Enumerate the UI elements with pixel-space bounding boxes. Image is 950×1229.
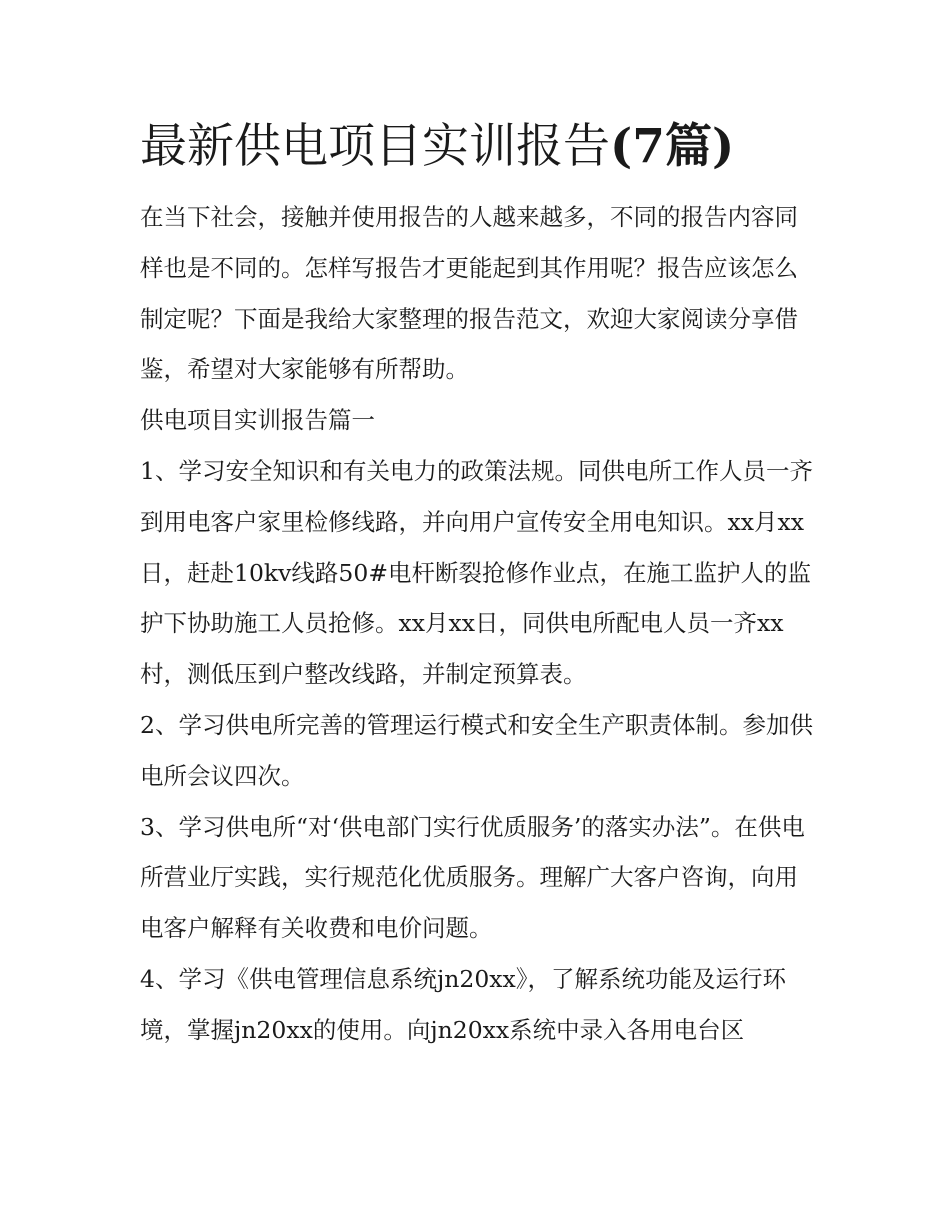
intro-paragraph: 在当下社会，接触并使用报告的人越来越多，不同的报告内容同样也是不同的。怎样写报告才更能起到其作用呢？报告应该怎么制定呢？下面是我给大家整理的报告范文，欢迎大家阅读分享借鉴，希望对大家能够有所帮助。 xyxy=(140,203,798,384)
item-paragraph-1: 1、学习安全知识和有关电力的政策法规。同供电所工作人员一齐到用电客户家里检修线路，并向用户宣传安全用电知识。xx月xx日，赶赴10kv线路50#电杆断裂抢修作业点，在施工监护人的监护下协助施工人员抢修。xx月xx日，同供电所配电人员一齐xx村，测低压到户整改线路，并制定预算表。 xyxy=(140,456,813,689)
document-title xyxy=(140,112,815,182)
item-paragraph-3: 3、学习供电所“对‘供电部门实行优质服务’的落实办法”。在供电所营业厅实践，实行规范化优质服务。理解广大客户咨询，向用电客户解释有关收费和电价问题。 xyxy=(140,812,805,943)
title-main: 最新供电项目实训报告 xyxy=(140,119,610,174)
item-paragraph-4: 4、学习《供电管理信息系统jn20xx》，了解系统功能及运行环境，掌握jn20xx的使用。向jn20xx系统中录入各用电台区 xyxy=(140,964,787,1044)
document-body xyxy=(140,112,815,1056)
item-paragraph-2: 2、学习供电所完善的管理运行模式和安全生产职责体制。参加供电所会议四次。 xyxy=(140,710,813,790)
section-heading: 供电项目实训报告篇一 xyxy=(140,406,375,435)
title-suffix: (7篇) xyxy=(610,119,735,174)
